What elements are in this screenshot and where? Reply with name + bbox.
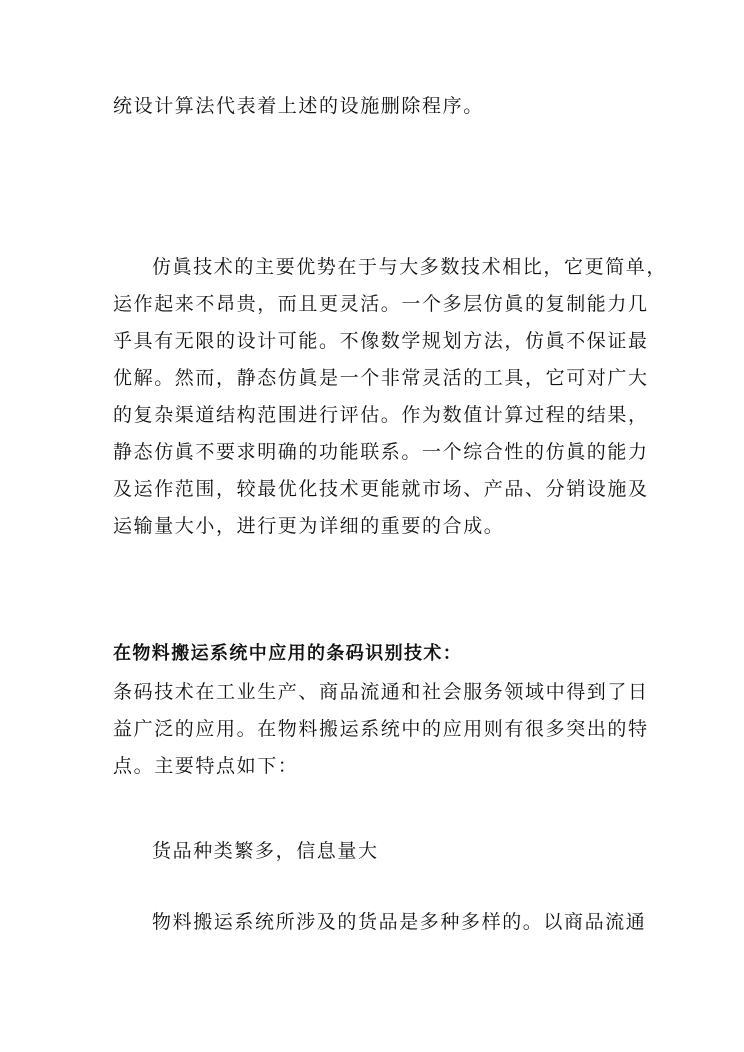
paragraph-line: 益广泛的应用。在物料搬运系统中的应用则有很多突出的特 [113, 718, 649, 740]
paragraph-line: 点。主要特点如下： [113, 755, 299, 777]
paragraph-line: 乎具有无限的设计可能。不像数学规划方法，仿眞不保证最 [113, 330, 649, 352]
paragraph-line: 优解。然而，静态仿眞是一个非常灵活的工具，它可对广大 [113, 367, 649, 389]
paragraph-line: 条码技术在工业生产、商品流通和社会服务领域中得到了日 [113, 681, 649, 703]
paragraph-line: 静态仿眞不要求明确的功能联系。一个综合性的仿眞的能力 [113, 441, 649, 463]
paragraph-line: 运输量大小，进行更为详细的重要的合成。 [113, 515, 505, 537]
paragraph-line: 运作起来不昂贵，而且更灵活。一个多层仿眞的复制能力几 [113, 293, 649, 315]
paragraph-start-line: 物料搬运系统所涉及的货品是多种多样的。以商品流通 [152, 911, 647, 933]
paragraph-line: 仿眞技术的主要优势在于与大多数技术相比，它更简单， [152, 256, 668, 278]
section-heading: 在物料搬运系统中应用的条码识别技术： [113, 643, 463, 664]
paragraph-line: 的复杂渠道结构范围进行评估。作为数值计算过程的结果， [113, 404, 649, 426]
subheading: 货品种类繁多，信息量大 [152, 840, 379, 862]
intro-tail-line: 统设计算法代表着上述的设施删除程序。 [113, 95, 484, 117]
paragraph-line: 及运作范围，较最优化技术更能就市场、产品、分销设施及 [113, 478, 649, 500]
